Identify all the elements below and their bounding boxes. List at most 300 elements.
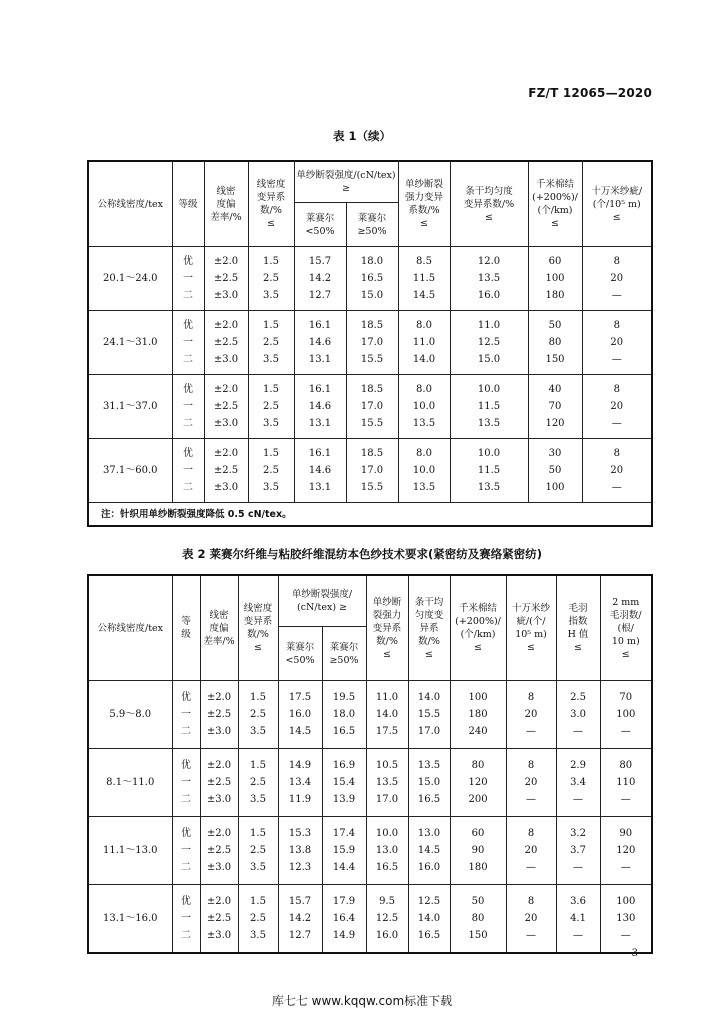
grade-cell: 优	[172, 247, 204, 271]
value-cell: 10.0	[450, 375, 528, 399]
value-cell: 10.5	[366, 749, 408, 775]
value-cell: 14.0	[366, 706, 408, 723]
grade-cell: 优	[172, 311, 204, 335]
value-cell: —	[600, 723, 652, 749]
value-cell: 1.5	[248, 247, 294, 271]
value-cell: —	[582, 287, 652, 311]
value-cell: ±3.0	[200, 927, 238, 953]
value-cell: 13.9	[322, 791, 366, 817]
value-cell: —	[506, 859, 556, 885]
value-cell: ±2.5	[204, 334, 248, 351]
value-cell: 8	[582, 311, 652, 335]
table2-caption: 表 2 莱赛尔纤维与粘胶纤维混纺本色纱技术要求(紧密纺及赛络紧密纺)	[181, 547, 543, 561]
value-cell: 240	[450, 723, 506, 749]
grade-cell: 二	[172, 479, 204, 503]
value-cell: 10.0	[450, 439, 528, 463]
value-cell: 17.9	[322, 885, 366, 911]
value-cell: 17.0	[366, 791, 408, 817]
value-cell: 14.0	[408, 910, 450, 927]
grade-cell: 一	[172, 774, 200, 791]
value-cell: —	[600, 859, 652, 885]
value-cell: 15.4	[322, 774, 366, 791]
table-row	[88, 270, 652, 287]
density-range-cell: 31.1～37.0	[88, 375, 172, 439]
table-row	[88, 749, 652, 775]
value-cell: 90	[600, 817, 652, 843]
value-cell: —	[556, 927, 600, 953]
value-cell: 8	[582, 439, 652, 463]
table-row	[88, 706, 652, 723]
value-cell: —	[506, 723, 556, 749]
value-cell: 10.0	[398, 462, 450, 479]
value-cell: —	[600, 791, 652, 817]
value-cell: 20	[506, 706, 556, 723]
value-cell: 8	[582, 247, 652, 271]
t2-col-header-lyocell-lt50: 莱赛尔 <50%	[278, 627, 322, 681]
grade-cell: 二	[172, 723, 200, 749]
value-cell: 8	[582, 375, 652, 399]
table-row	[88, 774, 652, 791]
value-cell: 3.5	[238, 859, 278, 885]
value-cell: 15.7	[294, 247, 346, 271]
grade-cell: 二	[172, 859, 200, 885]
value-cell: 20	[582, 462, 652, 479]
value-cell: 12.7	[294, 287, 346, 311]
col-header-even: 条干均匀度 变异系数/% ≤	[450, 161, 528, 247]
table1	[87, 160, 653, 527]
value-cell: ±2.0	[200, 817, 238, 843]
value-cell: 11.0	[450, 311, 528, 335]
value-cell: 50	[450, 885, 506, 911]
value-cell: 12.0	[450, 247, 528, 271]
value-cell: 13.4	[278, 774, 322, 791]
value-cell: 3.5	[238, 791, 278, 817]
col-header-scv: 单纱断裂 强力变异 系数/% ≤	[398, 161, 450, 247]
t2-col-header-hair-h: 毛羽 指数 H 值 ≤	[556, 575, 600, 681]
value-cell: ±2.5	[204, 270, 248, 287]
value-cell: 80	[450, 749, 506, 775]
table-row	[88, 842, 652, 859]
value-cell: 8	[506, 749, 556, 775]
value-cell: 11.5	[450, 462, 528, 479]
table1-caption: 表 1（续）	[332, 129, 391, 143]
value-cell: 14.2	[278, 910, 322, 927]
value-cell: 60	[450, 817, 506, 843]
value-cell: ±2.0	[200, 885, 238, 911]
col-header-cv: 线密度 变异系 数/% ≤	[248, 161, 294, 247]
value-cell: 8	[506, 885, 556, 911]
value-cell: 16.4	[322, 910, 366, 927]
table-row	[88, 311, 652, 335]
value-cell: 2.5	[248, 334, 294, 351]
value-cell: 2.5	[238, 706, 278, 723]
value-cell: 18.5	[346, 439, 398, 463]
value-cell: 180	[450, 859, 506, 885]
grade-cell: 二	[172, 287, 204, 311]
value-cell: 1.5	[248, 375, 294, 399]
value-cell: 17.0	[408, 723, 450, 749]
value-cell: 16.0	[366, 927, 408, 953]
table-row	[88, 910, 652, 927]
value-cell: 8.0	[398, 375, 450, 399]
col-header-lyocell-ge50: 莱赛尔 ≥50%	[346, 203, 398, 247]
value-cell: 12.7	[278, 927, 322, 953]
value-cell: 20	[582, 334, 652, 351]
t2-col-header-name: 公称线密度/tex	[88, 575, 172, 681]
grade-cell: 优	[172, 439, 204, 463]
value-cell: 16.5	[366, 859, 408, 885]
value-cell: ±2.5	[200, 842, 238, 859]
table-row	[88, 927, 652, 953]
t2-col-header-knot: 千米棉结 (+200%)/ (个/km) ≤	[450, 575, 506, 681]
table-row	[88, 462, 652, 479]
table-row	[88, 681, 652, 707]
value-cell: 15.5	[346, 479, 398, 503]
value-cell: 13.5	[398, 479, 450, 503]
value-cell: 20	[506, 842, 556, 859]
value-cell: —	[600, 927, 652, 953]
value-cell: ±3.0	[204, 479, 248, 503]
value-cell: —	[556, 791, 600, 817]
value-cell: 12.5	[366, 910, 408, 927]
value-cell: 2.5	[238, 842, 278, 859]
grade-cell: 一	[172, 398, 204, 415]
value-cell: 14.0	[408, 681, 450, 707]
value-cell: 14.4	[322, 859, 366, 885]
table-row	[88, 479, 652, 503]
value-cell: 16.1	[294, 375, 346, 399]
value-cell: 13.5	[450, 415, 528, 439]
value-cell: 8	[506, 817, 556, 843]
value-cell: 15.9	[322, 842, 366, 859]
value-cell: —	[556, 723, 600, 749]
value-cell: ±2.0	[200, 749, 238, 775]
col-header-strength: 单纱断裂强度/(cN/tex) ≥	[294, 161, 398, 203]
value-cell: 18.5	[346, 375, 398, 399]
value-cell: 16.5	[408, 791, 450, 817]
value-cell: 10.0	[398, 398, 450, 415]
value-cell: 3.6	[556, 885, 600, 911]
value-cell: 16.5	[322, 723, 366, 749]
value-cell: 15.5	[346, 415, 398, 439]
value-cell: 3.4	[556, 774, 600, 791]
value-cell: 13.5	[398, 415, 450, 439]
value-cell: 4.1	[556, 910, 600, 927]
value-cell: 16.1	[294, 439, 346, 463]
value-cell: 15.0	[408, 774, 450, 791]
standard-code: FZ/T 12065—2020	[528, 86, 652, 100]
grade-cell: 二	[172, 351, 204, 375]
value-cell: 16.9	[322, 749, 366, 775]
value-cell: 2.5	[248, 270, 294, 287]
density-range-cell: 13.1～16.0	[88, 885, 172, 954]
t2-col-header-grade: 等 级	[172, 575, 200, 681]
grade-cell: 一	[172, 334, 204, 351]
value-cell: 3.2	[556, 817, 600, 843]
value-cell: 60	[528, 247, 582, 271]
table-row	[88, 723, 652, 749]
value-cell: 10.0	[366, 817, 408, 843]
value-cell: 150	[528, 351, 582, 375]
t2-col-header-cv: 线密度 变异系 数/% ≤	[238, 575, 278, 681]
value-cell: 17.0	[346, 398, 398, 415]
col-header-defect: 十万米纱疵/ (个/10⁵ m) ≤	[582, 161, 652, 247]
value-cell: 100	[450, 681, 506, 707]
value-cell: 13.0	[408, 817, 450, 843]
value-cell: 20	[582, 270, 652, 287]
value-cell: 2.9	[556, 749, 600, 775]
value-cell: 1.5	[238, 681, 278, 707]
table-row	[88, 375, 652, 399]
value-cell: 120	[600, 842, 652, 859]
value-cell: —	[582, 479, 652, 503]
table-row	[88, 415, 652, 439]
value-cell: 3.5	[248, 351, 294, 375]
t2-col-header-hair-2mm: 2 mm 毛羽数/ (根/ 10 m) ≤	[600, 575, 652, 681]
density-range-cell: 24.1～31.0	[88, 311, 172, 375]
value-cell: 110	[600, 774, 652, 791]
value-cell: 14.5	[398, 287, 450, 311]
value-cell: 14.0	[398, 351, 450, 375]
table-row	[88, 791, 652, 817]
value-cell: 15.0	[346, 287, 398, 311]
value-cell: 11.0	[366, 681, 408, 707]
value-cell: 3.7	[556, 842, 600, 859]
t2-col-header-strength: 单纱断裂强度/ (cN/tex) ≥	[278, 575, 366, 627]
value-cell: 1.5	[238, 885, 278, 911]
table-row	[88, 247, 652, 271]
table-row	[88, 885, 652, 911]
value-cell: 120	[450, 774, 506, 791]
value-cell: ±2.5	[200, 774, 238, 791]
grade-cell: 二	[172, 927, 200, 953]
value-cell: 15.5	[408, 706, 450, 723]
value-cell: 1.5	[248, 439, 294, 463]
value-cell: ±2.5	[204, 398, 248, 415]
value-cell: 1.5	[238, 817, 278, 843]
value-cell: 100	[600, 885, 652, 911]
value-cell: —	[582, 351, 652, 375]
grade-cell: 一	[172, 910, 200, 927]
grade-cell: 二	[172, 791, 200, 817]
value-cell: 13.5	[450, 270, 528, 287]
value-cell: 17.0	[346, 462, 398, 479]
value-cell: ±2.0	[204, 311, 248, 335]
grade-cell: 一	[172, 842, 200, 859]
value-cell: 15.5	[346, 351, 398, 375]
value-cell: ±2.0	[204, 439, 248, 463]
grade-cell: 优	[172, 817, 200, 843]
value-cell: 18.5	[346, 311, 398, 335]
value-cell: 13.1	[294, 351, 346, 375]
table-row	[88, 817, 652, 843]
value-cell: 17.4	[322, 817, 366, 843]
value-cell: 130	[600, 910, 652, 927]
value-cell: 17.5	[366, 723, 408, 749]
value-cell: 50	[528, 462, 582, 479]
table-row	[88, 351, 652, 375]
t2-col-header-even: 条干均 匀度变 异系 数/% ≤	[408, 575, 450, 681]
value-cell: ±3.0	[204, 351, 248, 375]
value-cell: ±2.5	[200, 706, 238, 723]
value-cell: 12.5	[408, 885, 450, 911]
value-cell: 20	[582, 398, 652, 415]
grade-cell: 一	[172, 270, 204, 287]
grade-cell: 优	[172, 681, 200, 707]
value-cell: 13.8	[278, 842, 322, 859]
value-cell: 11.0	[398, 334, 450, 351]
table-row	[88, 334, 652, 351]
value-cell: 20	[506, 910, 556, 927]
grade-cell: 二	[172, 415, 204, 439]
value-cell: 8	[506, 681, 556, 707]
value-cell: 11.5	[398, 270, 450, 287]
value-cell: 9.5	[366, 885, 408, 911]
value-cell: 14.5	[278, 723, 322, 749]
value-cell: 100	[528, 479, 582, 503]
value-cell: 3.5	[238, 723, 278, 749]
value-cell: ±2.0	[204, 375, 248, 399]
value-cell: 3.5	[248, 479, 294, 503]
value-cell: ±3.0	[200, 791, 238, 817]
t2-col-header-lyocell-ge50: 莱赛尔 ≥50%	[322, 627, 366, 681]
value-cell: 1.5	[238, 749, 278, 775]
table-row	[88, 398, 652, 415]
col-header-lyocell-lt50: 莱赛尔 <50%	[294, 203, 346, 247]
value-cell: 19.5	[322, 681, 366, 707]
value-cell: 2.5	[248, 462, 294, 479]
value-cell: 11.5	[450, 398, 528, 415]
value-cell: 2.5	[248, 398, 294, 415]
col-header-name: 公称线密度/tex	[88, 161, 172, 247]
grade-cell: 优	[172, 749, 200, 775]
value-cell: ±2.5	[200, 910, 238, 927]
value-cell: 200	[450, 791, 506, 817]
density-range-cell: 20.1～24.0	[88, 247, 172, 311]
value-cell: 8.0	[398, 311, 450, 335]
grade-cell: 优	[172, 375, 204, 399]
value-cell: ±3.0	[204, 415, 248, 439]
table-row	[88, 439, 652, 463]
value-cell: —	[506, 791, 556, 817]
value-cell: ±3.0	[204, 287, 248, 311]
value-cell: 120	[528, 415, 582, 439]
value-cell: 16.0	[408, 859, 450, 885]
value-cell: 100	[600, 706, 652, 723]
value-cell: 16.1	[294, 311, 346, 335]
density-range-cell: 37.1～60.0	[88, 439, 172, 503]
value-cell: 17.5	[278, 681, 322, 707]
value-cell: 18.0	[346, 247, 398, 271]
value-cell: 8.5	[398, 247, 450, 271]
value-cell: ±3.0	[200, 859, 238, 885]
t2-col-header-scv: 单纱断 裂强力 变异系 数/% ≤	[366, 575, 408, 681]
value-cell: 15.7	[278, 885, 322, 911]
value-cell: 3.0	[556, 706, 600, 723]
t2-col-header-defect: 十万米纱 疵/(个/ 10⁵ m) ≤	[506, 575, 556, 681]
table-row	[88, 287, 652, 311]
value-cell: ±2.5	[204, 462, 248, 479]
value-cell: 3.5	[248, 415, 294, 439]
grade-cell: 优	[172, 885, 200, 911]
value-cell: 13.1	[294, 415, 346, 439]
page-number: 3	[631, 948, 638, 959]
value-cell: 20	[506, 774, 556, 791]
col-header-dev: 线密 度偏 差率/%	[204, 161, 248, 247]
value-cell: 100	[528, 270, 582, 287]
value-cell: 80	[528, 334, 582, 351]
value-cell: —	[556, 859, 600, 885]
value-cell: 30	[528, 439, 582, 463]
value-cell: 11.9	[278, 791, 322, 817]
value-cell: 14.6	[294, 398, 346, 415]
value-cell: 14.6	[294, 334, 346, 351]
value-cell: 16.5	[408, 927, 450, 953]
density-range-cell: 5.9～8.0	[88, 681, 172, 749]
value-cell: 50	[528, 311, 582, 335]
value-cell: 2.5	[238, 774, 278, 791]
t2-col-header-dev: 线密 度偏 差率/%	[200, 575, 238, 681]
value-cell: 14.9	[278, 749, 322, 775]
value-cell: 14.5	[408, 842, 450, 859]
table-row	[88, 859, 652, 885]
value-cell: 3.5	[248, 287, 294, 311]
value-cell: 3.5	[238, 927, 278, 953]
value-cell: 16.0	[278, 706, 322, 723]
value-cell: —	[506, 927, 556, 953]
value-cell: 13.5	[366, 774, 408, 791]
value-cell: 180	[450, 706, 506, 723]
value-cell: 1.5	[248, 311, 294, 335]
value-cell: 90	[450, 842, 506, 859]
value-cell: 15.3	[278, 817, 322, 843]
grade-cell: 一	[172, 462, 204, 479]
value-cell: —	[582, 415, 652, 439]
value-cell: ±2.0	[200, 681, 238, 707]
value-cell: 13.5	[408, 749, 450, 775]
value-cell: 13.1	[294, 479, 346, 503]
value-cell: 14.2	[294, 270, 346, 287]
value-cell: ±2.0	[204, 247, 248, 271]
grade-cell: 一	[172, 706, 200, 723]
density-range-cell: 11.1～13.0	[88, 817, 172, 885]
table1-note: 注：针织用单纱断裂强度降低 0.5 cN/tex。	[88, 503, 652, 527]
value-cell: 14.6	[294, 462, 346, 479]
value-cell: 14.9	[322, 927, 366, 953]
value-cell: 80	[600, 749, 652, 775]
value-cell: 150	[450, 927, 506, 953]
value-cell: 18.0	[322, 706, 366, 723]
value-cell: ±3.0	[200, 723, 238, 749]
value-cell: 13.0	[366, 842, 408, 859]
value-cell: 8.0	[398, 439, 450, 463]
density-range-cell: 8.1～11.0	[88, 749, 172, 817]
footer-watermark: 库七七 www.kqqw.com标准下载	[271, 994, 453, 1008]
value-cell: 70	[600, 681, 652, 707]
value-cell: 17.0	[346, 334, 398, 351]
value-cell: 13.5	[450, 479, 528, 503]
value-cell: 2.5	[238, 910, 278, 927]
value-cell: 12.3	[278, 859, 322, 885]
value-cell: 12.5	[450, 334, 528, 351]
value-cell: 80	[450, 910, 506, 927]
col-header-grade: 等级	[172, 161, 204, 247]
col-header-knot: 千米棉结 (+200%)/ (个/km) ≤	[528, 161, 582, 247]
value-cell: 70	[528, 398, 582, 415]
value-cell: 15.0	[450, 351, 528, 375]
table2	[87, 574, 653, 954]
value-cell: 40	[528, 375, 582, 399]
